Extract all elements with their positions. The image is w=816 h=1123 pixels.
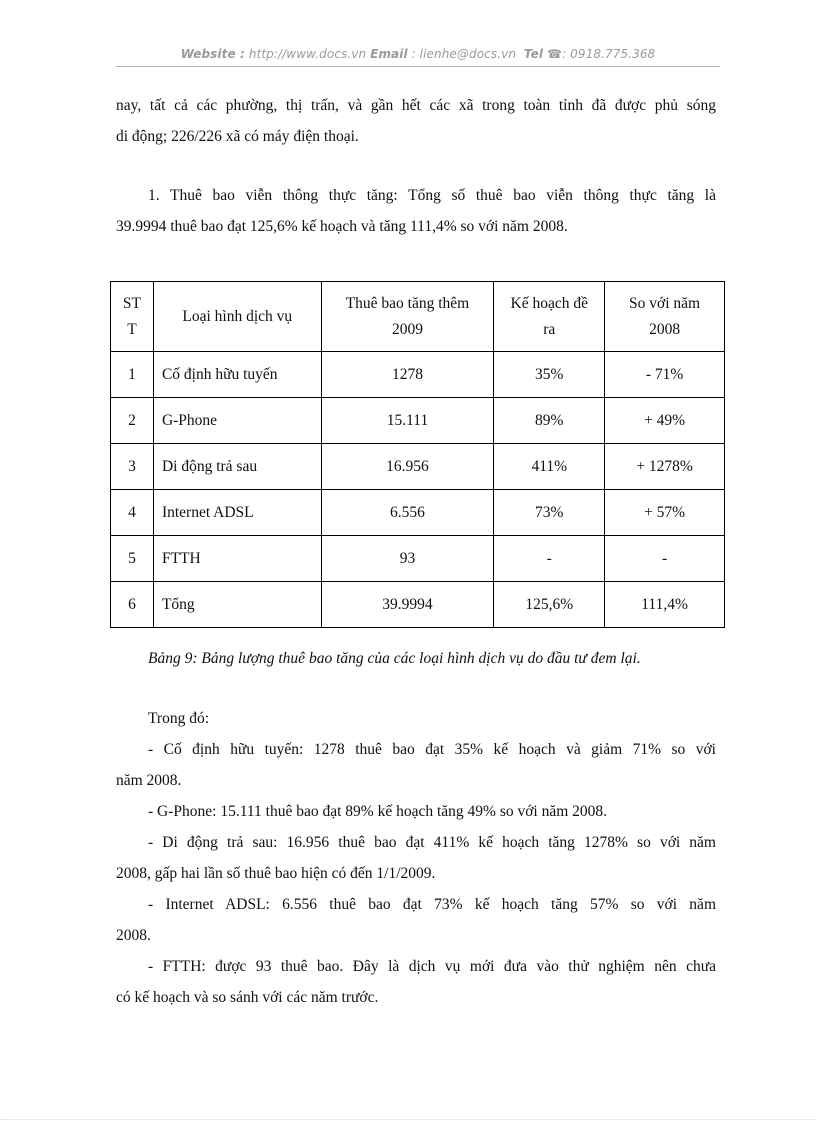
header-divider <box>116 66 720 67</box>
cell-stt: 4 <box>111 490 154 536</box>
website-label: Website : <box>180 47 245 61</box>
tel-label: Tel <box>523 47 544 61</box>
table-row <box>111 536 725 582</box>
details-intro: Trong đó: <box>148 710 210 727</box>
cell-stt: 2 <box>111 398 154 444</box>
detail-item-1-line-2: năm 2008. <box>116 772 182 789</box>
cell-stt: 3 <box>111 444 154 490</box>
cell-service: G-Phone <box>153 398 321 444</box>
cell-added: 39.9994 <box>321 582 494 628</box>
header-stt: ST T <box>111 282 154 352</box>
cell-stt: 6 <box>111 582 154 628</box>
header-compare: So với năm 2008 <box>605 282 725 352</box>
cell-compare: + 57% <box>605 490 725 536</box>
detail-item-4-line-1: - Internet ADSL: 6.556 thuê bao đạt 73% kế hoạch tăng 57% so với năm <box>148 896 716 913</box>
table-row <box>111 352 725 398</box>
email-address[interactable]: : lienhe@docs.vn <box>411 47 517 61</box>
cell-plan: 411% <box>494 444 605 490</box>
detail-item-4-line-2: 2008. <box>116 927 151 944</box>
table-header-row <box>111 282 725 352</box>
cell-compare: - 71% <box>605 352 725 398</box>
details-paragraph <box>116 703 716 1013</box>
cell-service: Di động trả sau <box>153 444 321 490</box>
table-caption: Bảng 9: Bảng lượng thuê bao tăng của các loại hình dịch vụ do đầu tư đem lại. <box>148 650 641 667</box>
detail-item-5-line-1: - FTTH: được 93 thuê bao. Đây là dịch vụ mới đưa vào thử nghiệm nên chưa <box>148 958 716 975</box>
website-url[interactable]: http://www.docs.vn <box>248 47 367 61</box>
intro-line-2: di động; 226/226 xã có máy điện thoại. <box>116 128 359 145</box>
footer-divider <box>0 1119 816 1120</box>
subscriber-table <box>110 281 725 628</box>
table-row <box>111 398 725 444</box>
cell-compare: - <box>605 536 725 582</box>
cell-service: Cố định hữu tuyến <box>153 352 321 398</box>
cell-added: 1278 <box>321 352 494 398</box>
cell-plan: 35% <box>494 352 605 398</box>
detail-item-2-line-1: - G-Phone: 15.111 thuê bao đạt 89% kế hoạch tăng 49% so với năm 2008. <box>148 803 608 820</box>
table-row <box>111 444 725 490</box>
cell-plan: - <box>494 536 605 582</box>
tel-number: : 0918.775.368 <box>562 47 656 61</box>
cell-service: Tổng <box>153 582 321 628</box>
cell-compare: 111,4% <box>605 582 725 628</box>
cell-added: 93 <box>321 536 494 582</box>
phone-icon: ☎ <box>547 47 563 61</box>
detail-item-3-line-1: - Di động trả sau: 16.956 thuê bao đạt 411% kế hoạch tăng 1278% so với năm <box>148 834 716 851</box>
cell-added: 16.956 <box>321 444 494 490</box>
header-added: Thuê bao tăng thêm 2009 <box>321 282 494 352</box>
intro-paragraph <box>116 90 716 152</box>
table-row <box>111 490 725 536</box>
cell-stt: 1 <box>111 352 154 398</box>
cell-added: 15.111 <box>321 398 494 444</box>
cell-plan: 125,6% <box>494 582 605 628</box>
cell-service: Internet ADSL <box>153 490 321 536</box>
cell-service: FTTH <box>153 536 321 582</box>
header-plan: Kế hoạch đề ra <box>494 282 605 352</box>
email-label: Email <box>370 47 408 61</box>
cell-plan: 89% <box>494 398 605 444</box>
header-service: Loại hình dịch vụ <box>153 282 321 352</box>
cell-plan: 73% <box>494 490 605 536</box>
detail-item-1-line-1: - Cố định hữu tuyến: 1278 thuê bao đạt 35% kế hoạch và giảm 71% so với <box>148 741 716 758</box>
section1-paragraph <box>116 180 716 242</box>
detail-item-5-line-2: có kế hoạch và so sánh với các năm trước. <box>116 989 379 1006</box>
intro-line-1: nay, tất cả các phường, thị trấn, và gần hết các xã trong toàn tỉnh đã được phủ sóng <box>116 97 716 114</box>
table-row <box>111 582 725 628</box>
cell-stt: 5 <box>111 536 154 582</box>
detail-item-3-line-2: 2008, gấp hai lần số thuê bao hiện có đến 1/1/2009. <box>116 865 436 882</box>
cell-compare: + 49% <box>605 398 725 444</box>
page-header <box>116 47 720 67</box>
section1-line-2: 39.9994 thuê bao đạt 125,6% kế hoạch và tăng 111,4% so với năm 2008. <box>116 218 568 235</box>
cell-added: 6.556 <box>321 490 494 536</box>
section1-line-1: 1. Thuê bao viễn thông thực tăng: Tổng số thuê bao viễn thông thực tăng là <box>148 187 716 204</box>
cell-compare: + 1278% <box>605 444 725 490</box>
